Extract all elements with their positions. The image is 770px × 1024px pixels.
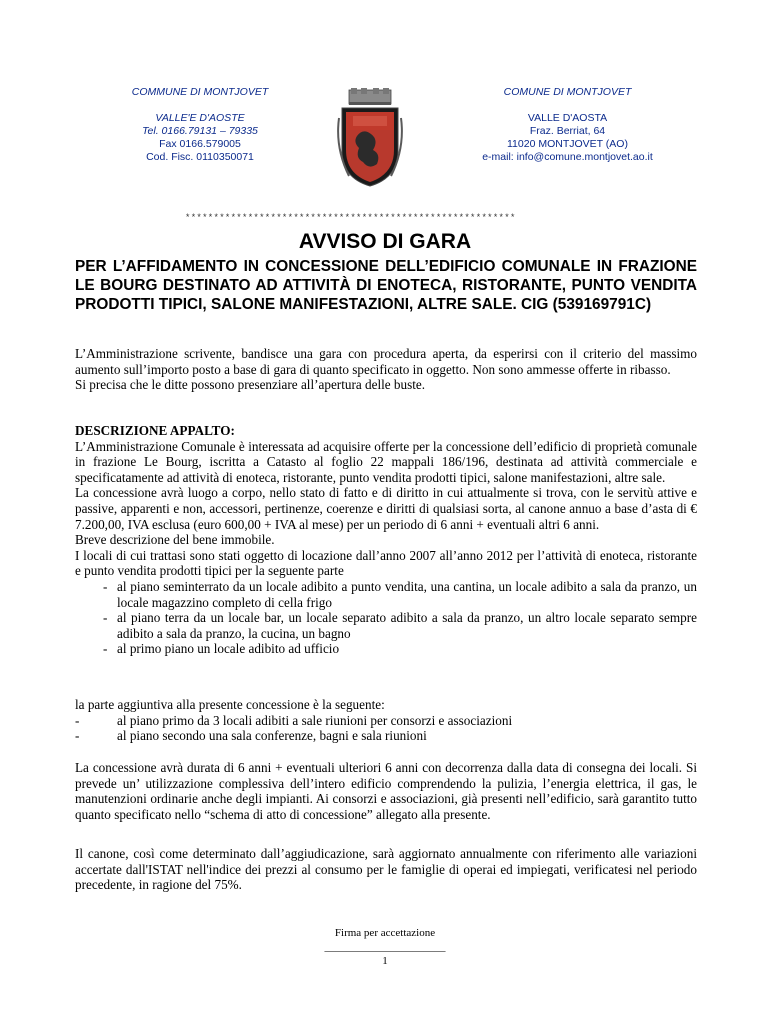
additional-intro: la parte aggiuntiva alla presente concessione è la seguente: (75, 697, 385, 712)
description-paragraph-3: Breve descrizione del bene immobile. (75, 532, 275, 548)
description-heading: DESCRIZIONE APPALTO: (75, 423, 235, 438)
list-item: - al piano secondo una sala conferenze, bagni e sala riunioni (75, 728, 697, 744)
fiscal-code: Cod. Fisc. 0110350071 (146, 151, 254, 163)
description-paragraph-4: I locali di cui trattasi sono stati oggetto di locazione dall’anno 2007 all’anno 2012 per l’attività di enoteca, ristorante e punto vendita prodotti tipici per la seguente parte (75, 547, 697, 579)
header-left (90, 86, 310, 164)
signature-block (0, 926, 770, 968)
list-item-text: al primo piano un locale adibito ad ufficio (117, 641, 340, 657)
fax-number: Fax 0166.579005 (159, 138, 241, 150)
email: e-mail: info@comune.montjovet.ao.it (482, 151, 653, 163)
description-paragraph-1: L’Amministrazione Comunale è interessata ad acquisire offerte per la concessione dell’edificio di proprietà comunale in frazione Le Bourg, iscritta a Catasto al foglio 22 mappali 186/196, destinata ad attività commerciale e specificatamente ad attività di enoteca, ristorante, punto vendita prodotti tipici, salone manifestazioni, altre sale. (75, 438, 697, 485)
list-item: - al piano primo da 3 locali adibiti a sale riunioni per consorzi e associazioni (75, 713, 697, 729)
signature-label: Firma per accettazione (334, 927, 436, 939)
phone-number: Tel. 0166.79131 – 79335 (142, 125, 258, 137)
separator-stars: ********************************************************** (185, 213, 516, 223)
additional-section (75, 697, 697, 744)
list-item-text: al piano secondo una sala conferenze, bagni e sala riunioni (117, 728, 427, 744)
list-item: - al piano terra da un locale bar, un locale separato adibito a sala da pranzo, un altro locale separato sempre adibito a sala da pranzo, la cucina, un bagno (103, 610, 697, 641)
municipality-right: COMUNE DI MONTJOVET (503, 86, 632, 98)
duration-paragraph: La concessione avrà durata di 6 anni + eventuali ulteriori 6 anni con decorrenza dalla data di consegna dei locali. Si prevede un’ utilizzazione complessiva dell’intero edificio comprendendo la pulizia, l’energia elettrica, il gas, le manutenzioni ordinarie anche degli impianti. Ai consorzi e associazioni, già presenti nell’edificio, sarà garantito tutto quanto specificato nello “schema di atto di concessione” allegato alla presente. (75, 760, 697, 822)
list-item-text: al piano primo da 3 locali adibiti a sale riunioni per consorzi e associazioni (117, 712, 513, 728)
rent-paragraph: Il canone, così come determinato dall’aggiudicazione, sarà aggiornato annualmente con riferimento alle variazioni accertate dall'ISTAT nell'indice dei prezzi al consumo per le famiglie di operai ed impiegati, verificatesi nel periodo precedente, in ragione del 75%. (75, 846, 697, 893)
page-number: 1 (382, 955, 388, 967)
municipality-left: COMMUNE DI MONTJOVET (131, 86, 269, 98)
signature-line: ______________________ (324, 941, 446, 953)
header-right (455, 86, 680, 164)
intro-section (75, 346, 697, 393)
intro-paragraph: L’Amministrazione scrivente, bandisce una gara con procedura aperta, da esperirsi con il criterio del massimo aumento sull’importo posto a base di gara di quanto specificato in oggetto. Non sono ammesse offerte in ribasso. (75, 346, 697, 377)
list-item: - al piano seminterrato da un locale adibito a punto vendita, una cantina, un locale adibito a sala da pranzo, un locale magazzino completo di cella frigo (103, 578, 697, 610)
city: 11020 MONTJOVET (AO) (507, 138, 628, 150)
region-right: VALLE D'AOSTA (527, 112, 608, 124)
address: Fraz. Berriat, 64 (529, 125, 606, 137)
description-section (75, 423, 697, 657)
page-title: AVVISO DI GARA (298, 230, 472, 253)
subtitle: PER L’AFFIDAMENTO IN CONCESSIONE DELL’EDIFICIO COMUNALE IN FRAZIONE LE BOURG DESTINATO AD ATTIVITÀ DI ENOTECA, RISTORANTE, PUNTO VENDITA PRODOTTI TIPICI, SALONE MANIFESTAZIONI, ALTRE SALE. CIG (539169791C) (75, 258, 697, 313)
list-item-text: al piano seminterrato da un locale adibito a punto vendita, una cantina, un locale adibito a sala da pranzo, un locale magazzino completo di cella frigo (117, 578, 697, 610)
municipal-crest-icon (335, 88, 405, 188)
list-item-text: al piano terra da un locale bar, un locale separato adibito a sala da pranzo, un altro locale separato sempre adibito a sala da pranzo, la cucina, un bagno (117, 610, 697, 641)
region-left: VALLE'E D'AOSTE (155, 112, 245, 124)
intro-note: Si precisa che le ditte possono presenziare all’apertura delle buste. (75, 377, 426, 393)
description-paragraph-2: La concessione avrà luogo a corpo, nello stato di fatto e di diritto in cui attualmente si trova, con le servitù attive e passive, apparenti e non, accessori, pertinenze, coerenze e diritti di qualsiasi sorta, al canone annuo a base d’asta di € 7.200,00, IVA esclusa (euro 600,00 + IVA al mese) per un periodo di 6 anni + eventuali altri 6 anni. (75, 485, 697, 532)
list-item: - al primo piano un locale adibito ad ufficio (75, 641, 697, 657)
